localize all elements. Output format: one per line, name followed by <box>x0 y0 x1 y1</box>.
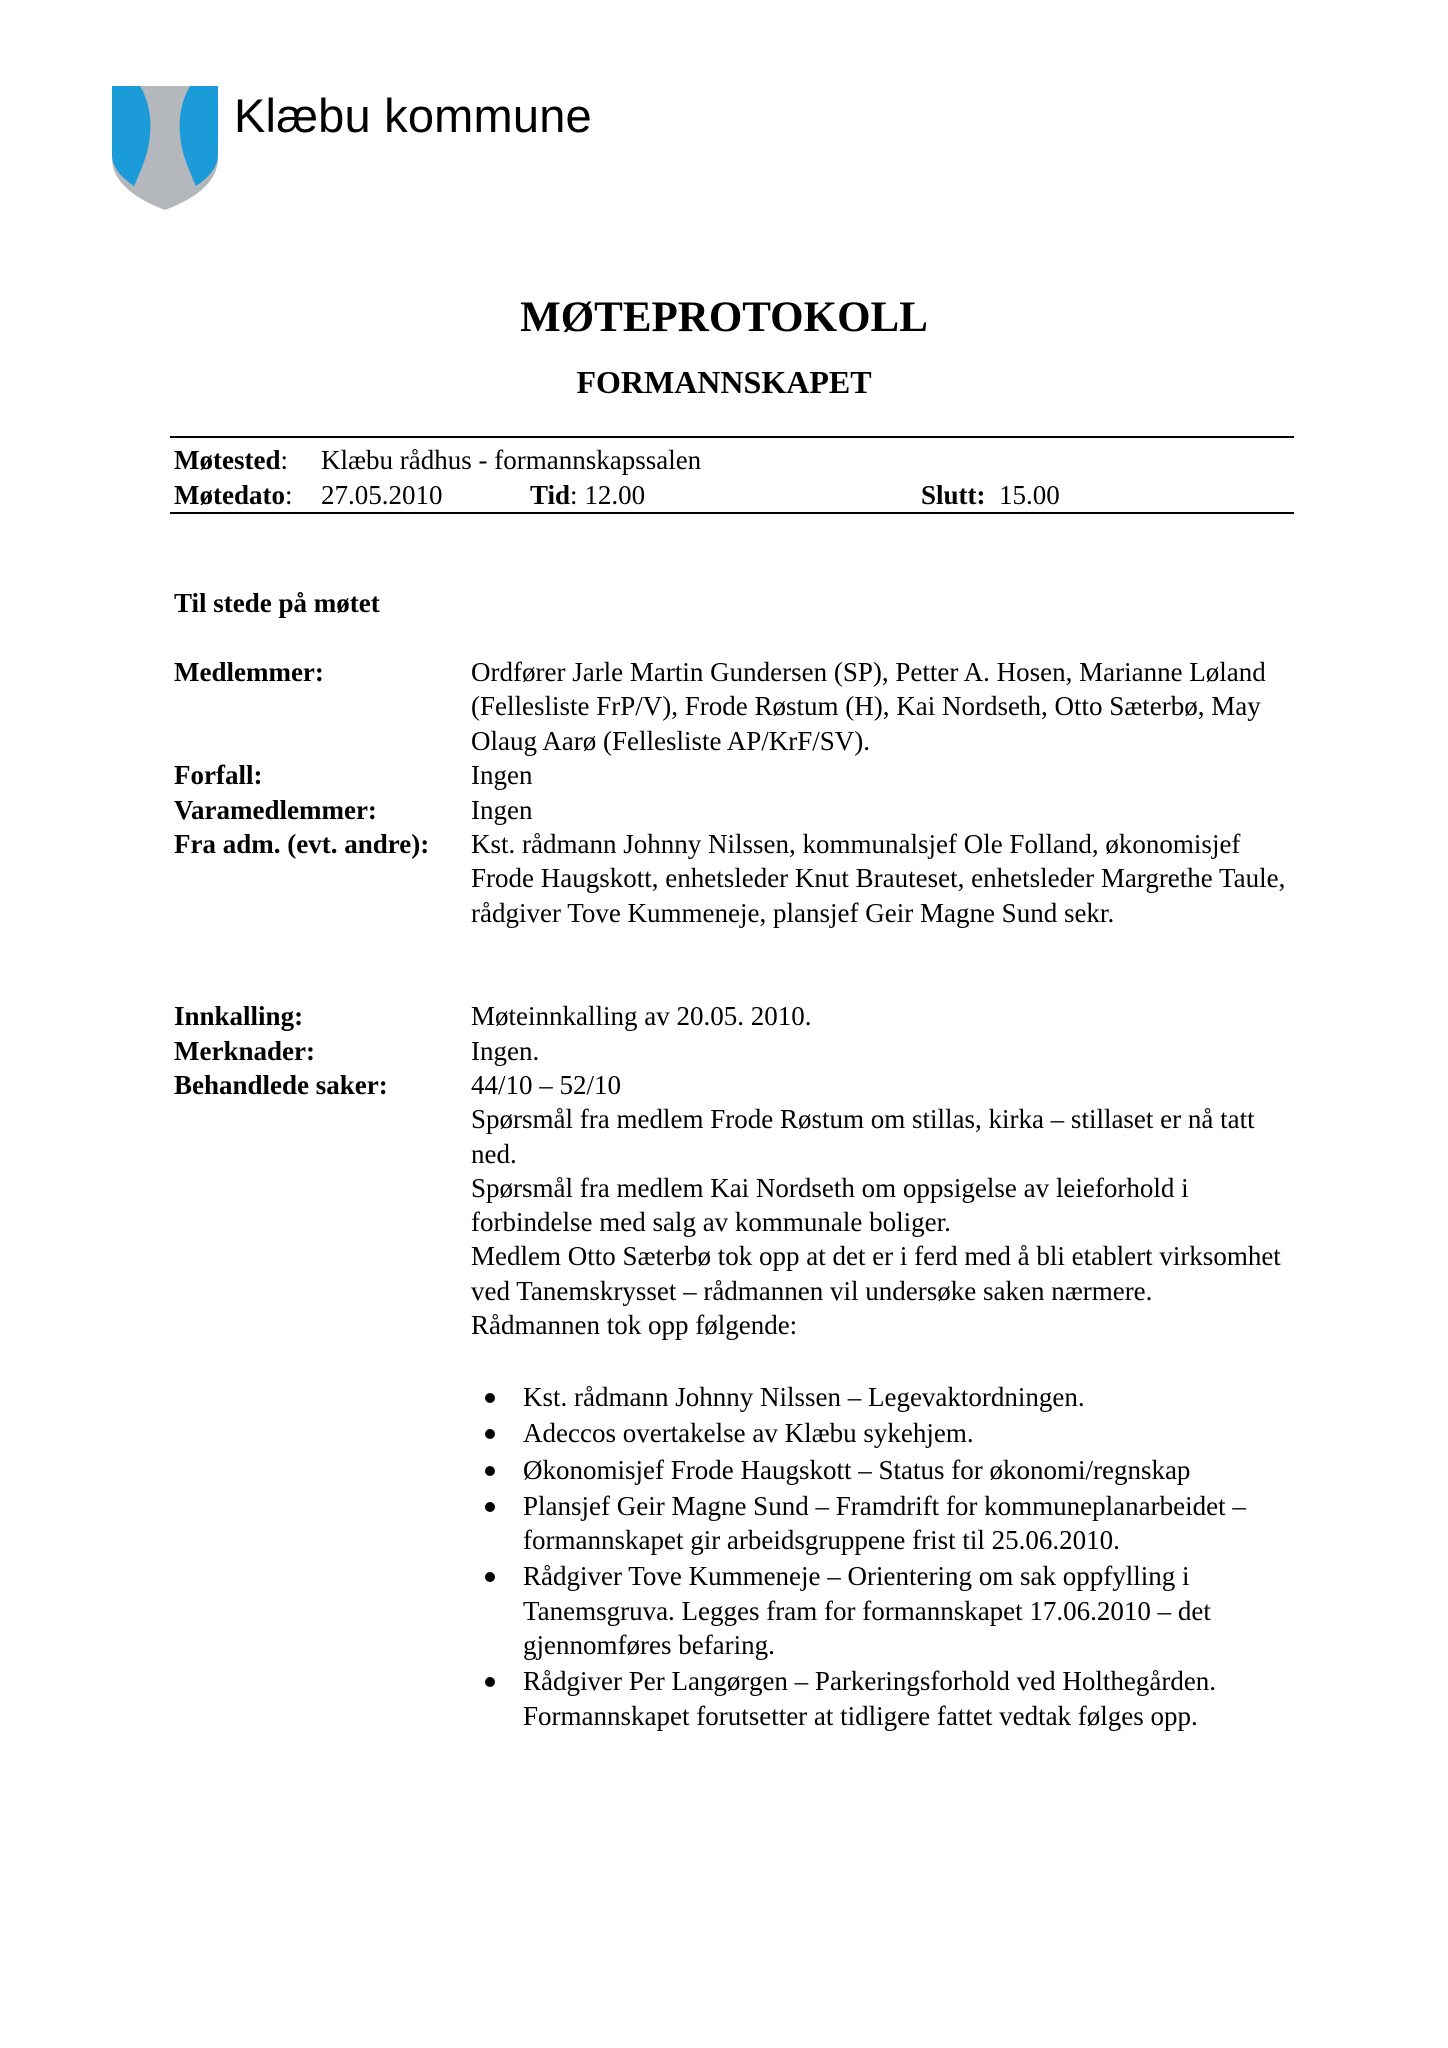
meeting-place-label: Møtested <box>174 445 281 475</box>
list-item <box>471 1380 1301 1414</box>
meeting-end-label: Slutt: <box>921 480 986 510</box>
notice-value: Møteinnkalling av 20.05. 2010. <box>471 1001 812 1031</box>
meeting-time-value: 12.00 <box>584 480 646 510</box>
colon: : <box>284 480 293 510</box>
list-item <box>471 1489 1301 1558</box>
meeting-date-value: 27.05.2010 <box>321 480 443 510</box>
case-note: Rådmannen tok opp følgende: <box>471 1310 798 1341</box>
bullet-icon <box>485 1466 495 1476</box>
case-note: Spørsmål fra medlem Frode Røstum om stillas, kirka – stillaset er nå tatt ned. <box>471 1104 1255 1169</box>
absent-label: Forfall: <box>174 760 263 790</box>
meeting-end-value: 15.00 <box>999 480 1060 510</box>
meeting-place-row <box>174 443 702 477</box>
document-subtitle: FORMANNSKAPET <box>576 364 872 400</box>
case-note: Spørsmål fra medlem Kai Nordseth om oppsigelse av leieforhold i forbindelse med salg av kommunale boliger. <box>471 1172 1189 1238</box>
list-item <box>471 1453 1301 1487</box>
admin-label: Fra adm. (evt. andre): <box>174 829 430 859</box>
list-item <box>471 1664 1301 1733</box>
meeting-time-label: Tid <box>530 480 571 510</box>
bullet-icon <box>485 1393 495 1403</box>
bullet-icon <box>485 1677 495 1687</box>
bullet-icon <box>485 1429 495 1439</box>
bullet-icon <box>485 1572 495 1582</box>
list-item-text: Rådgiver Tove Kummeneje – Orientering om sak oppfylling i Tanemsgruva. Legges fram for formannskapet 17.06.2010 – det gjennomføres befaring. <box>523 1561 1211 1661</box>
bullet-list <box>471 1380 1301 1735</box>
members-label: Medlemmer: <box>174 657 324 687</box>
list-item-text: Adeccos overtakelse av Klæbu sykehjem. <box>523 1418 974 1449</box>
document-title: MØTEPROTOKOLL <box>520 294 928 341</box>
divider-bottom <box>170 512 1294 514</box>
list-item-text: Rådgiver Per Langørgen – Parkeringsforhold ved Holthegården. Formannskapet forutsetter at tidligere fattet vedtak følges opp. <box>523 1666 1217 1731</box>
remarks-label: Merknader: <box>174 1036 315 1066</box>
meeting-place-value: Klæbu rådhus - formannskapssalen <box>321 445 702 475</box>
divider-top <box>170 436 1294 438</box>
list-item <box>471 1416 1301 1450</box>
cases-range: 44/10 – 52/10 <box>471 1070 622 1100</box>
deputies-label: Varamedlemmer: <box>174 795 377 825</box>
meeting-end <box>921 478 1060 512</box>
list-item <box>471 1559 1301 1662</box>
colon: : <box>280 445 288 475</box>
deputies-value: Ingen <box>471 795 533 825</box>
absent-value: Ingen <box>471 760 533 790</box>
cases-value-block <box>471 1068 1301 1342</box>
bullet-icon <box>485 1502 495 1512</box>
case-note: Medlem Otto Sæterbø tok opp at det er i ferd med å bli etablert virksomhet ved Tanemskrysset – rådmannen vil undersøke saken nærmere. <box>471 1241 1281 1306</box>
attendance-heading: Til stede på møtet <box>174 588 380 618</box>
org-name: Klæbu kommune <box>234 89 592 142</box>
meeting-date-row <box>174 478 1294 512</box>
klaebu-coat-of-arms-logo <box>112 86 218 210</box>
notice-label: Innkalling: <box>174 1001 304 1031</box>
list-item-text: Kst. rådmann Johnny Nilssen – Legevaktordningen. <box>523 1382 1085 1412</box>
meeting-time: Tid: 12.00 <box>530 480 646 510</box>
cases-label: Behandlede saker: <box>174 1070 388 1100</box>
list-item-text: Plansjef Geir Magne Sund – Framdrift for kommuneplanarbeidet – formannskapet gir arbeidsgruppene frist til 25.06.2010. <box>523 1490 1246 1556</box>
list-item-text: Økonomisjef Frode Haugskott – Status for økonomi/regnskap <box>523 1454 1191 1485</box>
remarks-value: Ingen. <box>471 1036 540 1066</box>
meeting-date-label: Møtedato <box>174 480 285 510</box>
members-value: Ordfører Jarle Martin Gundersen (SP), Petter A. Hosen, Marianne Løland (Fellesliste FrP/V), Frode Røstum (H), Kai Nordseth, Otto Sæterbø, May Olaug Aarø (Fellesliste AP/KrF/SV). <box>471 657 1266 756</box>
admin-value: Kst. rådmann Johnny Nilssen, kommunalsjef Ole Folland, økonomisjef Frode Haugskott, enhetsleder Knut Brauteset, enhetsleder Margrethe Taule, rådgiver Tove Kummeneje, plansjef Geir Magne Sund sekr. <box>471 829 1286 928</box>
